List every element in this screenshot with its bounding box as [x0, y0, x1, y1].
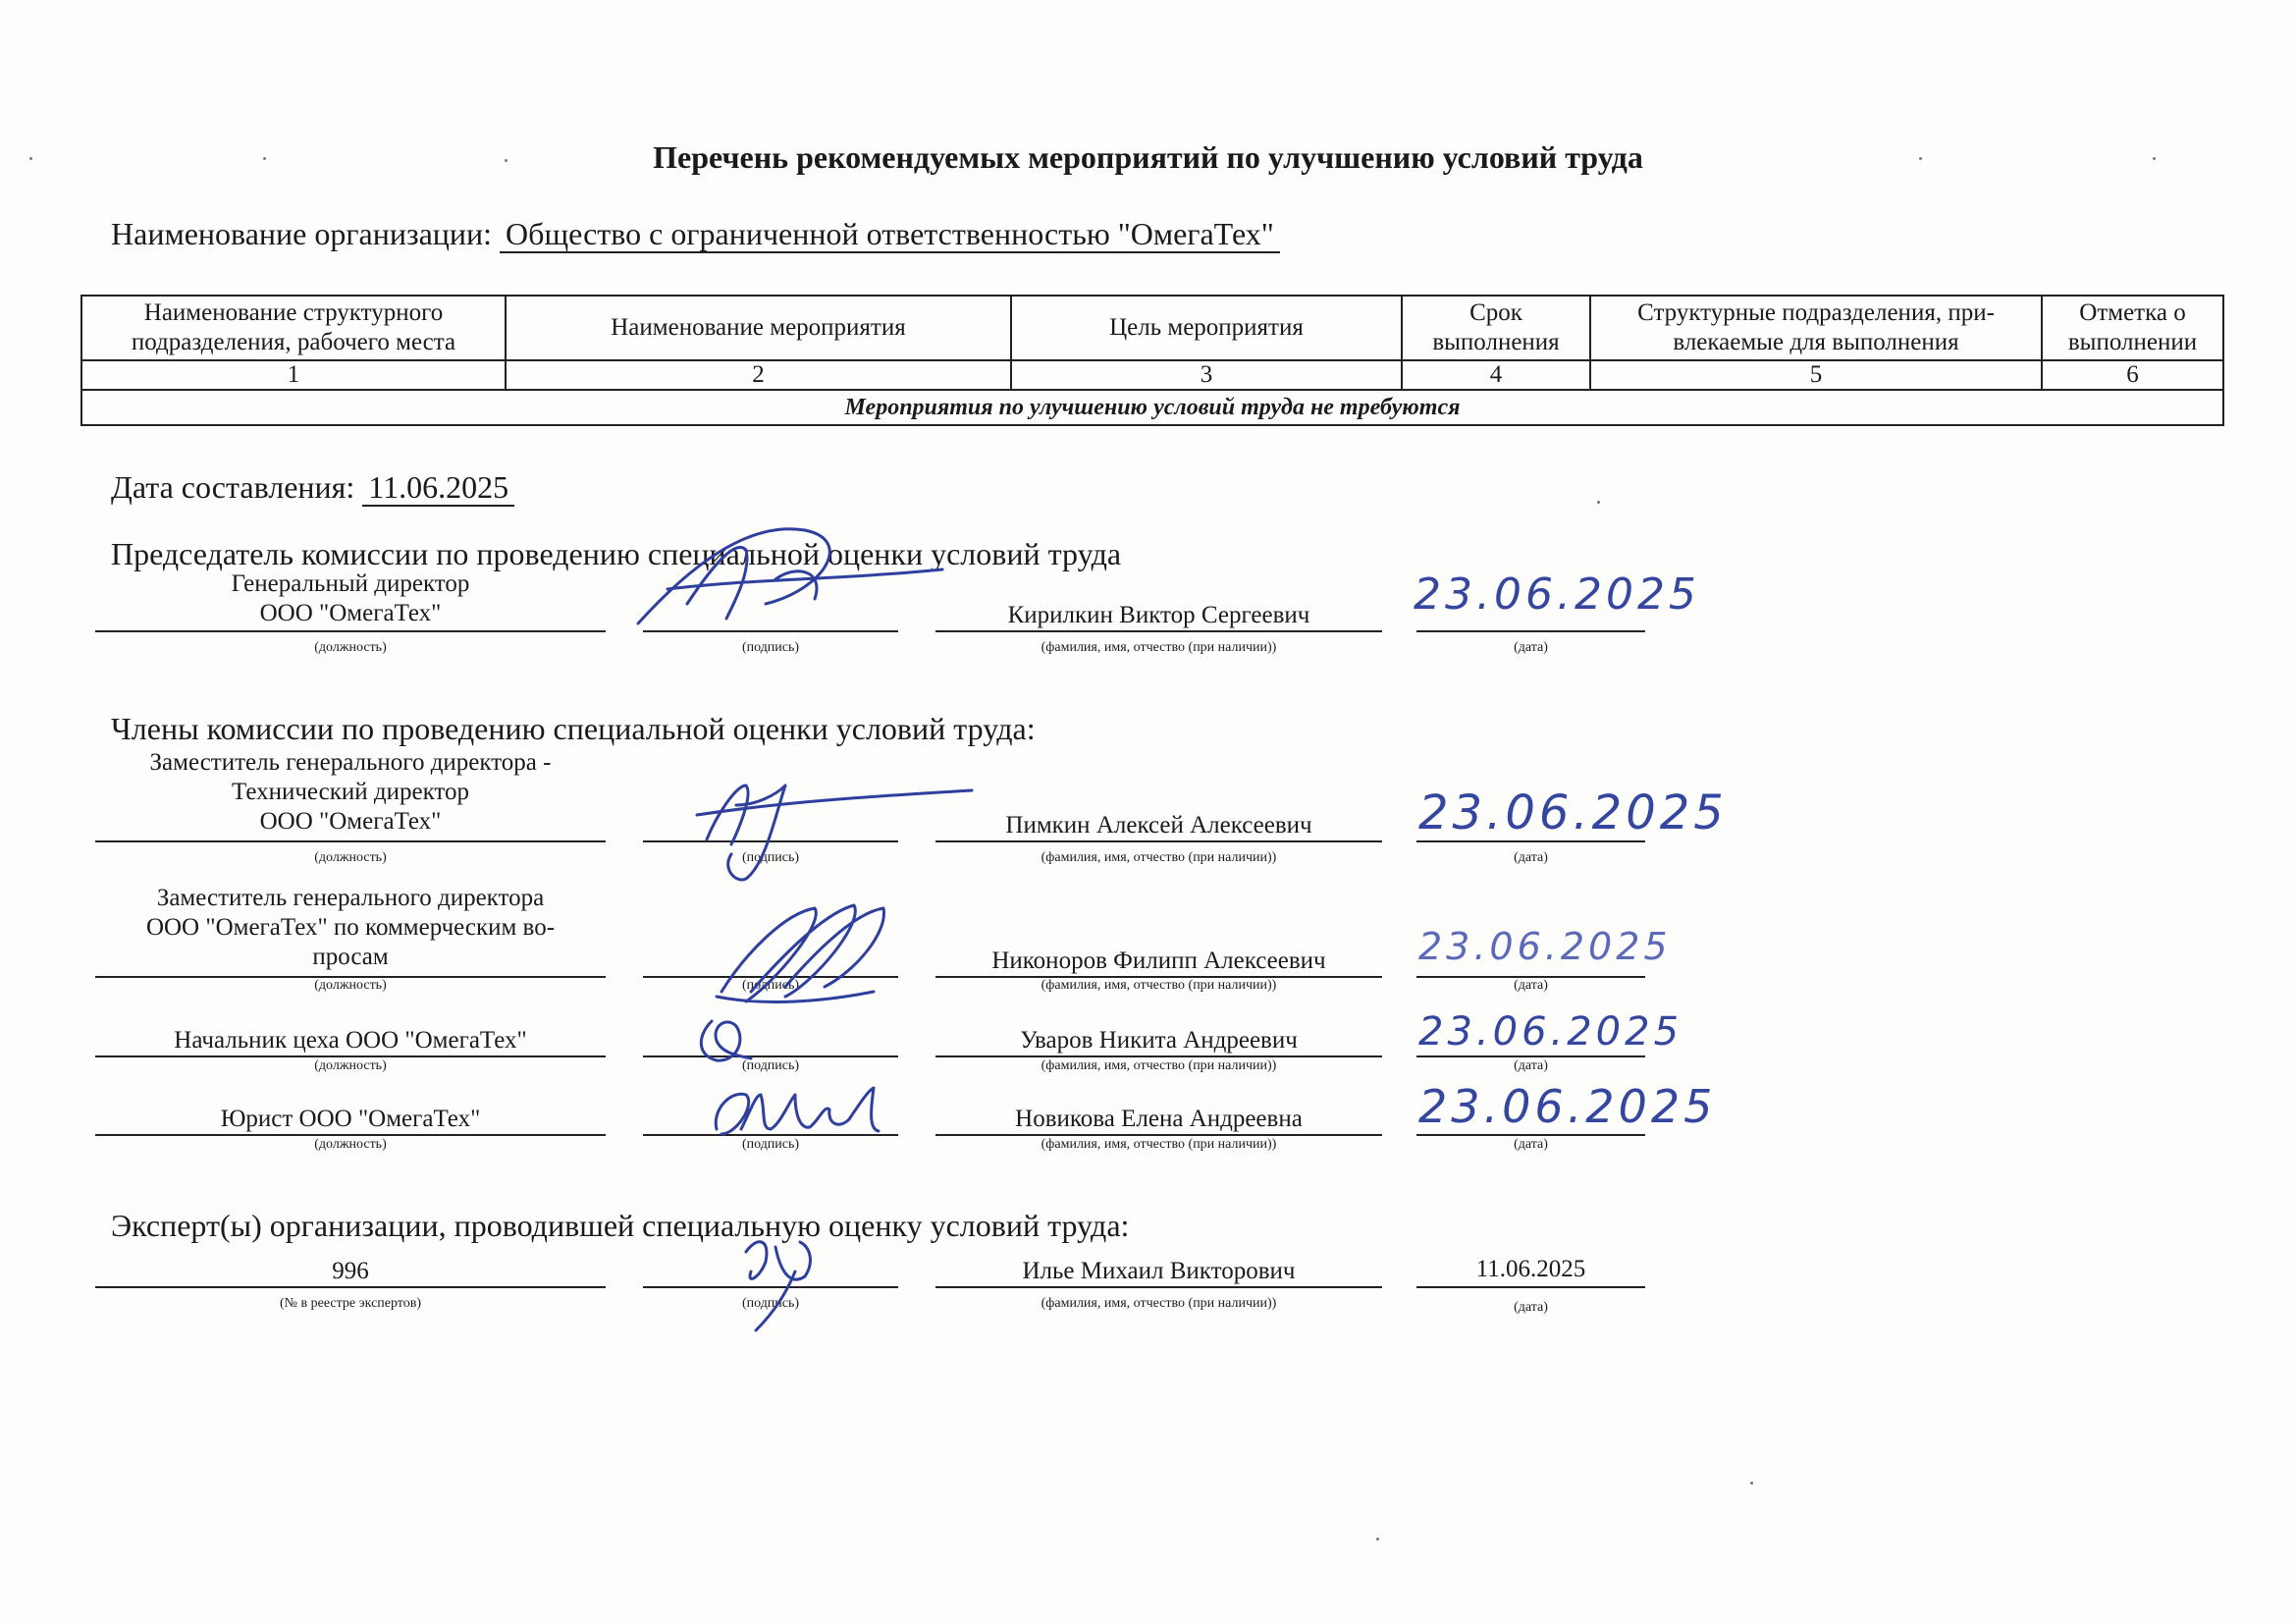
fio-caption: (фамилия, имя, отчество (при наличии)) [1041, 850, 1277, 865]
member-1-position [95, 748, 606, 842]
scan-speck [1376, 1538, 1379, 1541]
registry-caption: (№ в реестре экспертов) [279, 1296, 422, 1311]
signature-caption: (подпись) [741, 1137, 800, 1152]
position-line: просам [312, 944, 389, 970]
member-3-name: Уваров Никита Андреевич [935, 1026, 1382, 1057]
table-header-cell: Цель мероприятия [1011, 296, 1402, 360]
table-header-row [81, 296, 2223, 360]
member-3-position [95, 1026, 606, 1057]
document-title: Перечень рекомендуемых мероприятий по улучшению условий труда [653, 139, 1643, 175]
position-line: Генеральный директор [231, 570, 470, 597]
position-line: ООО "ОмегаТех" [259, 600, 442, 626]
scan-speck [1750, 1482, 1753, 1485]
member-2-position [95, 884, 606, 978]
member-2-date: 23.06.2025 [1418, 925, 1672, 968]
chairman-heading: Председатель комиссии по проведению специальной оценки условий труда [111, 536, 1122, 571]
member-3-date: 23.06.2025 [1418, 1009, 1683, 1055]
signature-caption: (подпись) [741, 1296, 800, 1311]
member-2-name: Никоноров Филипп Алексеевич [935, 947, 1382, 978]
position-caption: (должность) [314, 1137, 387, 1152]
organization-row [111, 216, 1280, 252]
member-1-name: Пимкин Алексей Алексеевич [935, 811, 1382, 842]
table-number-cell: 1 [81, 360, 506, 390]
member-4-signature [702, 1080, 898, 1149]
expert-date: 11.06.2025 [1416, 1255, 1645, 1288]
signature-caption: (подпись) [741, 640, 800, 655]
member-4-date: 23.06.2025 [1418, 1080, 1717, 1133]
position-line: Заместитель генерального директора [156, 885, 545, 911]
position-caption: (должность) [314, 978, 387, 993]
scan-speck [1597, 501, 1600, 504]
table-header-cell: Отметка о выполнении [2042, 296, 2223, 360]
signature-caption: (подпись) [741, 1058, 800, 1073]
expert-heading: Эксперт(ы) организации, проводившей специальную оценку условий труда: [111, 1208, 1130, 1243]
position-line: Начальник цеха ООО "ОмегаТех" [174, 1027, 527, 1054]
table-header-cell: Структурные подразделения, при-влекаемые для выполнения [1590, 296, 2042, 360]
table-number-cell: 4 [1402, 360, 1590, 390]
measures-table [80, 295, 2224, 426]
scan-speck [29, 157, 32, 160]
chairman-name: Кирилкин Виктор Сергеевич [935, 601, 1382, 632]
expert-name: Илье Михаил Викторович [935, 1257, 1382, 1288]
table-header-cell: Наименование структурного подразделения, рабочего места [81, 296, 506, 360]
member-1-date: 23.06.2025 [1418, 785, 1728, 840]
signature-caption: (подпись) [741, 978, 800, 993]
fio-caption: (фамилия, имя, отчество (при наличии)) [1041, 1296, 1277, 1311]
organization-name: Общество с ограниченной ответственностью "ОмегаТех" [500, 216, 1280, 253]
member-3-signature [692, 1011, 761, 1070]
member-3-signature-line [643, 1026, 898, 1057]
position-caption: (должность) [314, 850, 387, 865]
position-line: Технический директор [232, 779, 469, 805]
scan-speck [505, 159, 507, 162]
table-number-cell: 5 [1590, 360, 2042, 390]
scan-speck [2153, 157, 2156, 160]
chairman-signature [628, 511, 952, 638]
member-1-signature [677, 756, 982, 893]
position-line: ООО "ОмегаТех" [259, 808, 442, 835]
scan-speck [263, 157, 266, 160]
date-compiled-label: Дата составления: [111, 469, 355, 505]
position-caption: (должность) [314, 640, 387, 655]
position-line: Юрист ООО "ОмегаТех" [220, 1106, 481, 1132]
table-number-cell: 6 [2042, 360, 2223, 390]
members-heading: Члены комиссии по проведению специальной оценки условий труда: [111, 711, 1036, 746]
table-number-cell: 3 [1011, 360, 1402, 390]
date-caption: (дата) [1514, 1300, 1548, 1315]
date-caption: (дата) [1514, 640, 1548, 655]
fio-caption: (фамилия, имя, отчество (при наличии)) [1041, 1137, 1277, 1152]
date-caption: (дата) [1514, 850, 1548, 865]
table-header-cell: Наименование мероприятия [506, 296, 1011, 360]
member-4-position [95, 1105, 606, 1136]
member-2-signature [707, 893, 903, 1011]
expert-signature [717, 1217, 834, 1335]
position-caption: (должность) [314, 1058, 387, 1073]
fio-caption: (фамилия, имя, отчество (при наличии)) [1041, 1058, 1277, 1073]
table-number-row [81, 360, 2223, 390]
fio-caption: (фамилия, имя, отчество (при наличии)) [1041, 640, 1277, 655]
table-note-row [81, 390, 2223, 425]
table-note: Мероприятия по улучшению условий труда не требуются [81, 390, 2223, 425]
date-caption: (дата) [1514, 1058, 1548, 1073]
table-header-cell: Срок выполнения [1402, 296, 1590, 360]
table-number-cell: 2 [506, 360, 1011, 390]
position-line: Заместитель генерального директора - [149, 749, 552, 776]
organization-label: Наименование организации: [111, 216, 493, 251]
date-caption: (дата) [1514, 1137, 1548, 1152]
date-compiled-row [111, 469, 514, 506]
position-line: ООО "ОмегаТех" по коммерческим во- [145, 914, 556, 941]
date-caption: (дата) [1514, 978, 1548, 993]
date-compiled-value: 11.06.2025 [362, 469, 514, 507]
fio-caption: (фамилия, имя, отчество (при наличии)) [1041, 978, 1277, 993]
signature-caption: (подпись) [741, 850, 800, 865]
member-4-name: Новикова Елена Андреевна [935, 1105, 1382, 1136]
scan-speck [1919, 157, 1922, 160]
expert-registry-number: 996 [95, 1257, 606, 1288]
chairman-position [95, 569, 606, 632]
chairman-date: 23.06.2025 [1414, 569, 1700, 620]
